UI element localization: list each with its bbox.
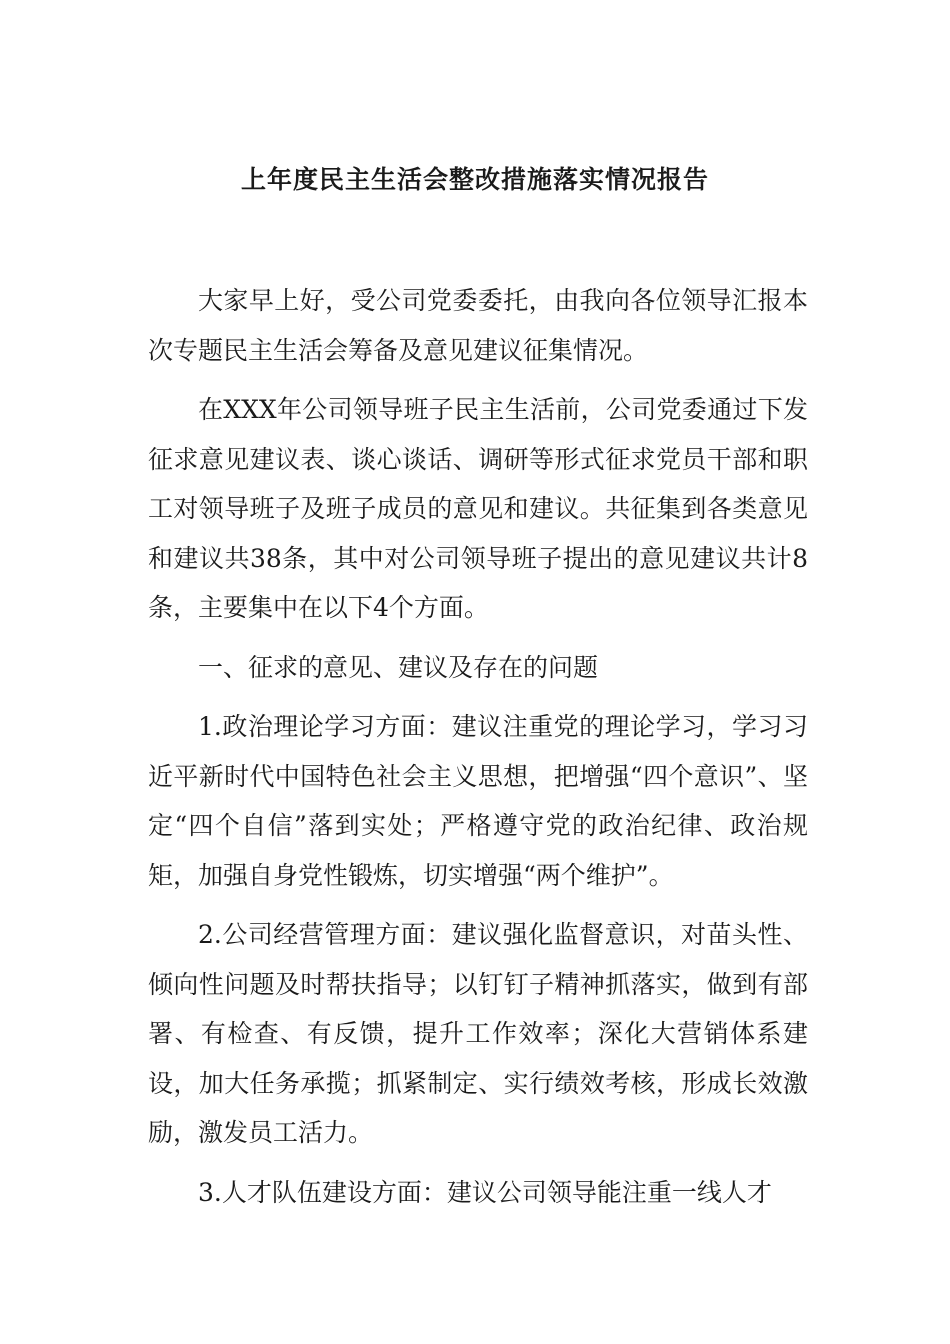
paragraph-item-3: 3.人才队伍建设方面：建议公司领导能注重一线人才 — [198, 1177, 772, 1207]
section-heading-1: 一、征求的意见、建议及存在的问题 — [198, 652, 599, 682]
paragraph-background: 在XXX年公司领导班子民主生活前，公司党委通过下发征求意见建议表、谈心谈话、调研等形式征求党员干部和职工对领导班子及班子成员的意见和建议。共征集到各类意见和建议共38条，其中对公司领导班子提出的意见建议共计8条，主要集中在以下4个方面。 — [148, 395, 808, 622]
document-title: 上年度民主生活会整改措施落实情况报告 — [240, 165, 709, 194]
paragraph-item-1: 1.政治理论学习方面：建议注重党的理论学习，学习习近平新时代中国特色社会主义思想，把增强“四个意识”、坚定“四个自信”落到实处；严格遵守党的政治纪律、政治规矩，加强自身党性锻炼，切实增强“两个维护”。 — [148, 712, 808, 890]
paragraph-item-2: 2.公司经营管理方面：建议强化监督意识，对苗头性、倾向性问题及时帮扶指导；以钉钉子精神抓落实，做到有部署、有检查、有反馈，提升工作效率；深化大营销体系建设，加大任务承揽；抓紧制定、实行绩效考核，形成长效激励，激发员工活力。 — [148, 920, 808, 1147]
paragraph-opening: 大家早上好，受公司党委委托，由我向各位领导汇报本次专题民主生活会筹备及意见建议征集情况。 — [148, 286, 808, 365]
document-body — [148, 276, 808, 1217]
